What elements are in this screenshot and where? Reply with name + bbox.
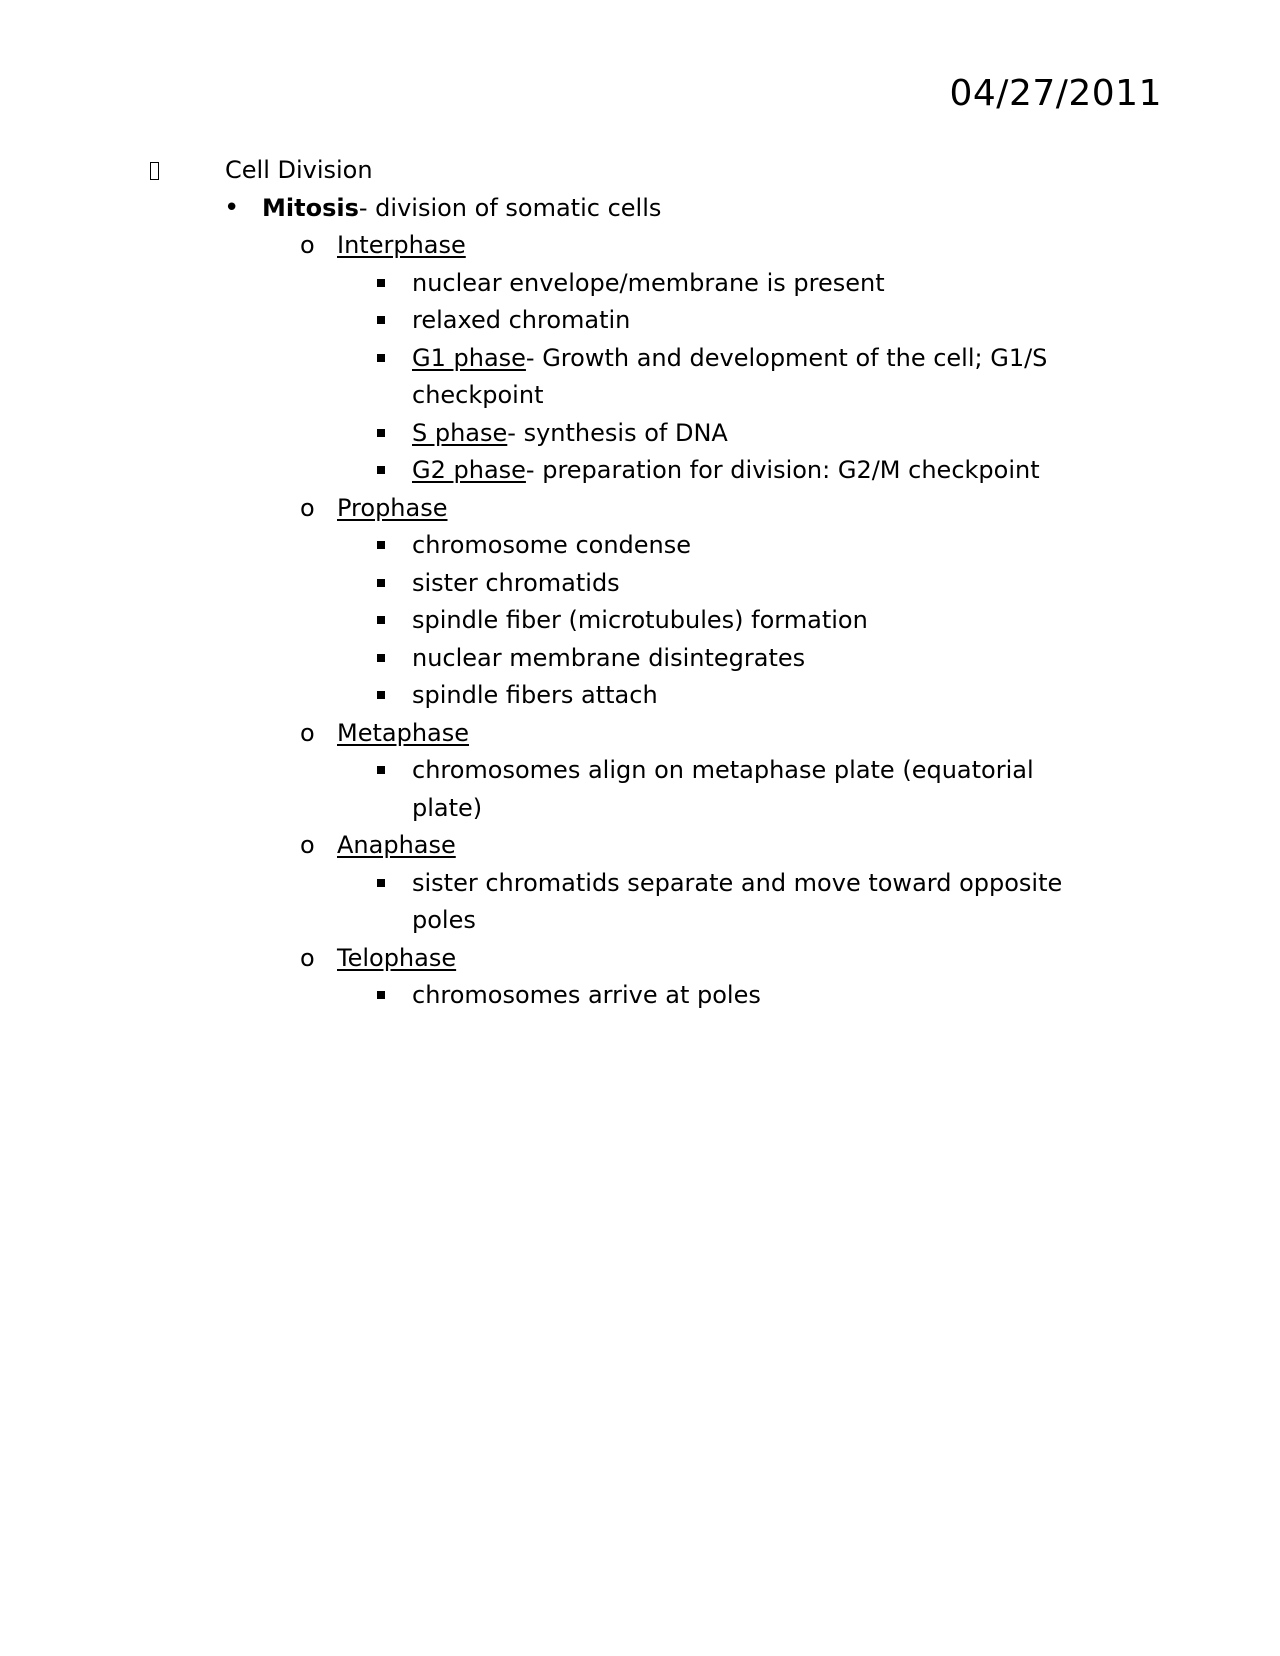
phase-heading-interphase [0, 227, 1280, 265]
point-text: chromosome condense [412, 531, 692, 559]
phase-name: Prophase [337, 493, 448, 522]
square-bullet-icon [377, 654, 385, 662]
mitosis-definition: - division of somatic cells [358, 193, 662, 222]
square-bullet-icon [377, 879, 385, 887]
phase-name: Metaphase [337, 718, 470, 747]
point-text: nuclear envelope/membrane is present [412, 268, 885, 297]
phase-name: Interphase [337, 231, 466, 259]
square-bullet-icon [377, 991, 385, 999]
mitosis-term: Mitosis [262, 193, 359, 222]
square-bullet-icon [377, 354, 385, 362]
circle-o-icon: o [300, 718, 315, 747]
point-text: - Growth and development of the cell; G1/S checkpoint [412, 343, 1048, 409]
list-item [0, 677, 1280, 715]
circle-o-icon: o [300, 831, 315, 859]
point-text: relaxed chromatin [412, 306, 631, 334]
point-text: - preparation for division: G2/M checkpoint [525, 456, 1040, 484]
phase-heading-prophase [0, 490, 1280, 528]
square-bullet-icon [377, 466, 385, 474]
outline-item-mitosis [0, 190, 1280, 228]
list-item [0, 340, 1280, 415]
list-item [0, 865, 1280, 940]
point-text: chromosomes arrive at poles [412, 981, 761, 1009]
point-term: G2 phase [412, 456, 526, 484]
outline-list [0, 152, 1280, 1015]
list-item [0, 527, 1280, 565]
square-bullet-icon [377, 579, 385, 587]
square-bullet-icon [377, 316, 385, 324]
circle-o-icon: o [300, 493, 315, 522]
point-text: - synthesis of DNA [507, 418, 728, 447]
bullet-dot-icon: • [224, 192, 240, 223]
phase-heading-metaphase [0, 715, 1280, 753]
list-item [0, 452, 1280, 490]
square-bullet-icon [377, 279, 385, 287]
point-term: G1 phase [412, 343, 526, 372]
phase-heading-telophase [0, 940, 1280, 978]
list-item [0, 302, 1280, 340]
square-bullet-icon [377, 429, 385, 437]
list-item [0, 752, 1280, 827]
list-item [0, 565, 1280, 603]
list-item [0, 602, 1280, 640]
phase-heading-anaphase [0, 827, 1280, 865]
document-date: 04/27/2011 [949, 73, 1162, 114]
point-text: nuclear membrane disintegrates [412, 643, 806, 672]
point-text: sister chromatids separate and move toward opposite poles [412, 868, 1063, 934]
circle-o-icon: o [300, 231, 315, 259]
outline-item-cell-division [0, 152, 1280, 190]
point-text: chromosomes align on metaphase plate (equatorial plate) [412, 756, 1034, 822]
list-item [0, 415, 1280, 453]
outline-item-label: Cell Division [225, 156, 373, 184]
list-item [0, 265, 1280, 303]
point-term: S phase [412, 418, 508, 447]
missing-glyph-box-icon [150, 152, 159, 194]
point-text: sister chromatids [412, 568, 620, 597]
square-bullet-icon [377, 691, 385, 699]
square-bullet-icon [377, 616, 385, 624]
square-bullet-icon [377, 766, 385, 774]
list-item [0, 977, 1280, 1015]
point-text: spindle fiber (microtubules) formation [412, 606, 868, 634]
point-text: spindle fibers attach [412, 681, 658, 709]
list-item [0, 640, 1280, 678]
phase-name: Anaphase [337, 831, 456, 859]
phase-name: Telophase [337, 943, 457, 972]
square-bullet-icon [377, 541, 385, 549]
circle-o-icon: o [300, 943, 315, 972]
